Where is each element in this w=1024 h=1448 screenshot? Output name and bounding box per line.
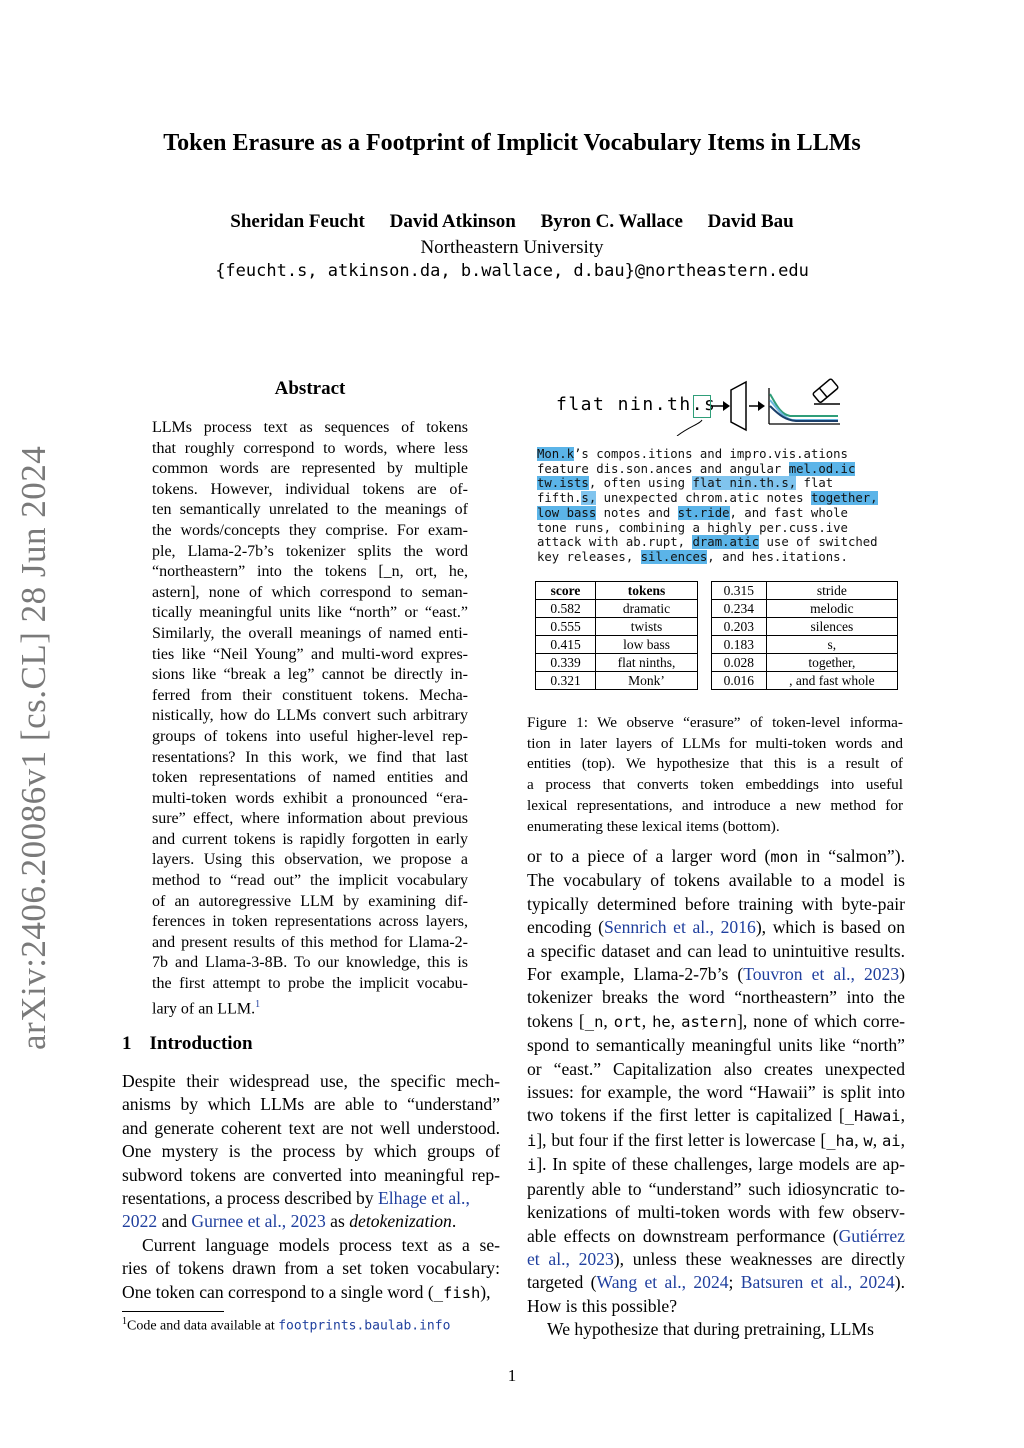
body-text: or to a piece of a larger word ( — [527, 846, 771, 866]
tokens-cell: twists — [596, 618, 698, 636]
table-header: score — [536, 582, 596, 600]
highlight-token: mel.od.ic — [788, 461, 856, 476]
intro-text: . — [451, 1211, 457, 1232]
intro-line: anisms by which LLMs are able to “understand” — [122, 1094, 500, 1115]
tokens-cell: stride — [766, 582, 897, 600]
token-code: _fish — [433, 1283, 481, 1302]
passage-text: unexpected chrom.atic notes — [596, 491, 811, 506]
passage-line — [537, 447, 878, 462]
abstract-line: tically meaningful units like “north” or “east.” — [152, 604, 468, 622]
citation-sennrich-link[interactable]: Sennrich et al., 2016 — [603, 917, 756, 938]
table-row — [536, 618, 698, 636]
author-list — [0, 211, 1024, 233]
eraser-icon — [812, 378, 838, 403]
body-line: The vocabulary of tokens available to a model is — [527, 870, 905, 891]
abstract-line: resentations? In this work, we find that last — [152, 748, 468, 766]
body-line — [527, 845, 905, 869]
intro-line — [122, 1210, 500, 1233]
intro-text: ), — [480, 1281, 491, 1302]
passage-text: notes and — [596, 505, 678, 520]
citation-elhage-year-link[interactable]: 2022 — [122, 1211, 158, 1232]
passage-line — [537, 506, 878, 521]
highlight-token: sil.ences — [640, 549, 708, 564]
body-text: ], none of which corre- — [737, 1010, 905, 1031]
abstract-line: astern], none of which correspond to seman- — [152, 583, 468, 601]
highlight-token: flat nin.th.s, — [692, 476, 797, 491]
body-line — [527, 1153, 905, 1177]
body-text: ), which is based on — [755, 917, 905, 938]
abstract-line: the words/concepts they comprise. For exam- — [152, 521, 468, 539]
body-line: two tokens if the first letter is capitalized [_Hawai, — [527, 1105, 905, 1126]
abstract-line: common words are represented by multiple — [152, 460, 468, 478]
tokens-cell: flat ninths, — [596, 654, 698, 672]
body-line — [527, 1248, 905, 1271]
body-text: targeted ( — [527, 1272, 597, 1293]
body-line: spond to semantically meaningful units like “north” — [527, 1035, 905, 1056]
intro-text: One token can correspond to a single word ( — [122, 1281, 434, 1302]
body-line: i], but four if the first letter is lowercase [_ha, w, ai, — [527, 1129, 905, 1150]
highlight-token: together, — [810, 491, 878, 506]
intro-line: and generate coherent text are not well understood. — [122, 1117, 500, 1138]
footnote-rule — [122, 1311, 224, 1312]
passage-text: attack with ab.rupt, — [537, 535, 693, 550]
abstract-line: ten semantically unrelated to the meanings of — [152, 501, 468, 519]
right-column-body — [527, 845, 905, 1342]
author-name: David Atkinson — [389, 211, 516, 232]
passage-line — [537, 535, 878, 550]
citation-gutierrez-link[interactable]: Gutiérrez — [838, 1225, 905, 1246]
intro-line: One mystery is the process by which groups of — [122, 1141, 500, 1162]
body-line: a specific dataset and can lead to unintuitive results. — [527, 940, 905, 961]
current-token-box — [693, 395, 711, 418]
body-text: ) — [899, 964, 905, 985]
score-cell: 0.321 — [536, 672, 596, 690]
footnote-url-link[interactable]: footprints.baulab.info — [278, 1318, 451, 1334]
token-code: w — [863, 1131, 873, 1150]
model-trapezoid-icon — [731, 382, 746, 430]
token-boxed: s — [704, 394, 717, 415]
abstract-line: “northeastern” into the tokens [_n, ort, he, — [152, 563, 468, 581]
body-text: encoding ( — [527, 917, 604, 938]
footnote-ref-link[interactable]: 1 — [255, 998, 261, 1010]
intro-text: resentations, a process described by — [122, 1188, 374, 1209]
body-line: tokenizer breaks the word “northeastern” into the — [527, 987, 905, 1008]
intro-line: ries of tokens drawn from a set token vocabulary: — [122, 1258, 500, 1279]
page-number: 1 — [507, 1366, 517, 1385]
passage-text: key releases, — [537, 549, 641, 564]
highlight-token: tw.ists — [537, 476, 589, 491]
abstract-line: tokens. However, individual tokens are of- — [152, 480, 468, 498]
score-table-right — [711, 581, 898, 690]
abstract-line: Similarly, the overall meanings of named enti- — [152, 624, 468, 642]
score-cell: 0.183 — [712, 636, 767, 654]
body-text: in “salmon”). — [798, 846, 905, 866]
highlight-token: s, — [581, 491, 597, 506]
token-code: he — [652, 1012, 671, 1031]
passage-line: tone runs, combining a highly per.cuss.ive — [537, 520, 848, 535]
tokens-cell: low bass — [596, 636, 698, 654]
author-name: Sheridan Feucht — [230, 211, 365, 232]
intro-line: subword tokens are converted into meaningful rep- — [122, 1164, 500, 1185]
passage-text: , and hes.itations. — [707, 549, 848, 564]
tokens-cell: melodic — [766, 600, 897, 618]
body-line: parently able to “understand” such idiosyncratic to- — [527, 1178, 905, 1199]
table-row — [712, 582, 898, 600]
citation-gutierrez-year-link[interactable]: et al., 2023 — [527, 1248, 614, 1269]
body-line: How is this possible? — [527, 1295, 678, 1316]
score-cell: 0.203 — [712, 618, 767, 636]
token-code: ort — [613, 1012, 642, 1031]
body-text: ). — [894, 1272, 905, 1293]
table-row — [712, 672, 898, 690]
author-name: David Bau — [707, 211, 794, 232]
highlight-token: Mon.k — [537, 447, 575, 461]
abstract-line: the first attempt to probe the implicit vocabu- — [152, 975, 468, 993]
caption-line: entities (top). We hypothesize that this is a result of — [527, 755, 903, 773]
passage-text: fifth. — [537, 491, 582, 506]
abstract-line: sure” effect, where information about previous — [152, 810, 468, 828]
body-line — [527, 1225, 905, 1248]
table-row — [536, 600, 698, 618]
body-text: ), unless these weaknesses are directly — [613, 1248, 905, 1269]
abstract-line-text: lary of an LLM. — [152, 999, 256, 1017]
body-text: ], but four if the first letter is lowercase [ — [536, 1129, 827, 1150]
caption-line: enumerating these lexical items (bottom). — [527, 817, 780, 835]
tokens-cell: , and fast whole — [766, 672, 897, 690]
tokens-cell: Monk’ — [596, 672, 698, 690]
token-code: _ha — [826, 1131, 855, 1150]
token-code: ai — [881, 1131, 901, 1150]
table-row — [536, 654, 698, 672]
abstract-line: and present results of this method for Llama-2- — [152, 933, 468, 951]
table-header-row — [536, 582, 698, 600]
token-code: _n — [584, 1012, 604, 1031]
table-row — [712, 636, 898, 654]
body-text: For example, Llama-2-7b’s ( — [527, 964, 744, 985]
intro-text: as — [330, 1211, 345, 1232]
abstract-line: ple, Llama-2-7b’s tokenizer splits the word — [152, 542, 468, 560]
figure-caption — [527, 713, 903, 837]
abstract-line-last — [152, 995, 468, 1020]
token-code: i — [527, 1131, 537, 1150]
passage-line — [537, 462, 878, 477]
abstract-line: that roughly correspond to words, where less — [152, 439, 468, 457]
score-table-left — [535, 581, 698, 690]
score-cell: 0.555 — [536, 618, 596, 636]
citation-gurnee-link[interactable]: Gurnee et al., 2023 — [191, 1211, 326, 1232]
score-cell: 0.415 — [536, 636, 596, 654]
abstract-line: ferences in token representations across layers, — [152, 913, 468, 931]
tokens-cell: together, — [766, 654, 897, 672]
abstract-line: and current tokens is rapidly forgotten in early — [152, 830, 468, 848]
body-text: tokens [ — [527, 1010, 585, 1031]
footnote-mark: 1 — [122, 1316, 127, 1327]
passage-text: feature dis.son.ances and angular — [537, 461, 789, 476]
abstract-line: sions like “break a leg” cannot be directly in- — [152, 666, 468, 684]
body-line: We hypothesize that during pretraining, LLMs — [547, 1319, 874, 1340]
body-text: two tokens if the first letter is capitalized [ — [527, 1105, 845, 1126]
passage-line — [537, 550, 878, 565]
tokens-cell: silences — [766, 618, 897, 636]
table-row — [712, 654, 898, 672]
passage-text: , often using — [588, 476, 693, 491]
abstract-line: ties like “Neil Young” and multi-word expres- — [152, 645, 468, 663]
citation-touvron-link[interactable]: Touvron et al., 2023 — [743, 964, 900, 985]
table-row — [536, 672, 698, 690]
intro-line — [122, 1281, 500, 1305]
citation-elhage-link[interactable]: Elhage et al., — [378, 1188, 470, 1209]
body-line: issues: for example, the word “Hawaii” is split into — [527, 1082, 905, 1103]
abstract-line: method to “read out” the implicit vocabulary — [152, 872, 468, 890]
caption-line: Figure 1: We observe “erasure” of token-level informa- — [527, 714, 903, 731]
score-cell: 0.582 — [536, 600, 596, 618]
tokens-cell: dramatic — [596, 600, 698, 618]
table-header: tokens — [596, 582, 698, 600]
arrow-head — [723, 401, 730, 411]
author-name: Byron C. Wallace — [540, 211, 683, 232]
passage-text: ’s compos.itions and impro.vis.ations — [574, 447, 848, 461]
arxiv-sidebar-stamp: arXiv:2406.20086v1 [cs.CL] 28 Jun 2024 — [14, 445, 53, 1050]
caption-line: a process that converts token embeddings into useful — [527, 776, 903, 794]
highlight-token: low bass — [537, 505, 597, 520]
table-row — [712, 618, 898, 636]
body-line — [527, 963, 905, 986]
caption-line: lexical representations, and introduce a new method for — [527, 796, 903, 814]
arrow-head — [758, 401, 765, 411]
curved-pointer — [677, 420, 702, 436]
abstract-heading: Abstract — [274, 378, 346, 399]
token-code: i — [527, 1156, 537, 1175]
figure-passage — [537, 447, 878, 565]
citation-wang-link[interactable]: Wang et al., 2024 — [596, 1272, 729, 1293]
citation-batsuren-link[interactable]: Batsuren et al., 2024 — [740, 1272, 895, 1293]
intro-text: and — [161, 1211, 187, 1232]
introduction-body — [122, 1070, 500, 1305]
body-line: or “east.” Capitalization also creates unexpected — [527, 1058, 905, 1079]
intro-line: Current language models process text as a se- — [142, 1234, 500, 1255]
score-cell: 0.028 — [712, 654, 767, 672]
abstract-body — [152, 418, 468, 1020]
body-line — [527, 916, 905, 939]
score-cell: 0.234 — [712, 600, 767, 618]
abstract-line: 7b and Llama-3-8B. To our knowledge, this is — [152, 954, 468, 972]
score-cell: 0.315 — [712, 582, 767, 600]
token-sequence-text: flat nin.th. — [556, 394, 705, 415]
body-text: able effects on downstream performance ( — [527, 1225, 839, 1246]
highlight-token: dram.atic — [692, 535, 760, 550]
term-detokenization: detokenization — [349, 1211, 452, 1232]
abstract-line: groups of tokens into useful higher-level rep- — [152, 727, 468, 745]
passage-text: , and fast whole — [729, 505, 848, 520]
footnote — [122, 1316, 512, 1335]
token-code: mon — [770, 848, 799, 866]
table-row — [536, 636, 698, 654]
author-emails: {feucht.s, atkinson.da, b.wallace, d.bau}@northeastern.edu — [215, 261, 809, 281]
section-title: Introduction — [149, 1033, 253, 1054]
paper-title: Token Erasure as a Footprint of Implicit Vocabulary Items in LLMs — [163, 130, 861, 156]
caption-line: tion in later layers of LLMs for multi-token words and — [527, 734, 903, 752]
abstract-line: token representations of named entities and — [152, 769, 468, 787]
intro-line — [122, 1187, 500, 1210]
passage-text: flat — [796, 476, 834, 491]
body-line: kenizations of multi-token words with few observ- — [527, 1202, 905, 1223]
passage-text: use of switched — [759, 535, 878, 550]
table-row — [712, 600, 898, 618]
body-text: ]. In spite of these challenges, large models are ap- — [536, 1154, 905, 1175]
passage-line — [537, 476, 878, 491]
score-cell: 0.016 — [712, 672, 767, 690]
abstract-line: layers. Using this observation, we propose a — [152, 851, 468, 869]
section-heading-introduction — [122, 1033, 253, 1055]
highlight-token: st.ride — [677, 505, 730, 520]
affiliation: Northeastern University — [420, 237, 604, 258]
footnote-text: Code and data available at — [127, 1318, 275, 1334]
passage-line — [537, 491, 878, 506]
token-code: astern — [681, 1012, 738, 1031]
abstract-line: ferred from their constituent tokens. Mecha- — [152, 686, 468, 704]
body-line: tokens [_n, ort, he, astern], none of which corre- — [527, 1010, 905, 1031]
tokens-cell: s, — [766, 636, 897, 654]
abstract-line: of an autoregressive LLM by examining dif- — [152, 892, 468, 910]
abstract-line: multi-token words exhibit a pronounced “era- — [152, 789, 468, 807]
body-line: typically determined before training with byte-pair — [527, 893, 905, 914]
score-cell: 0.339 — [536, 654, 596, 672]
section-number: 1 — [122, 1033, 132, 1054]
abstract-line: nistically, how do LLMs convert such arbitrary — [152, 707, 468, 725]
token-code: _Hawai — [844, 1107, 901, 1126]
intro-line: Despite their widespread use, the specific mech- — [122, 1071, 500, 1091]
abstract-line: LLMs process text as sequences of tokens — [152, 419, 468, 436]
body-line: targeted (Wang et al., 2024; Batsuren et al., 2024). — [527, 1272, 905, 1293]
